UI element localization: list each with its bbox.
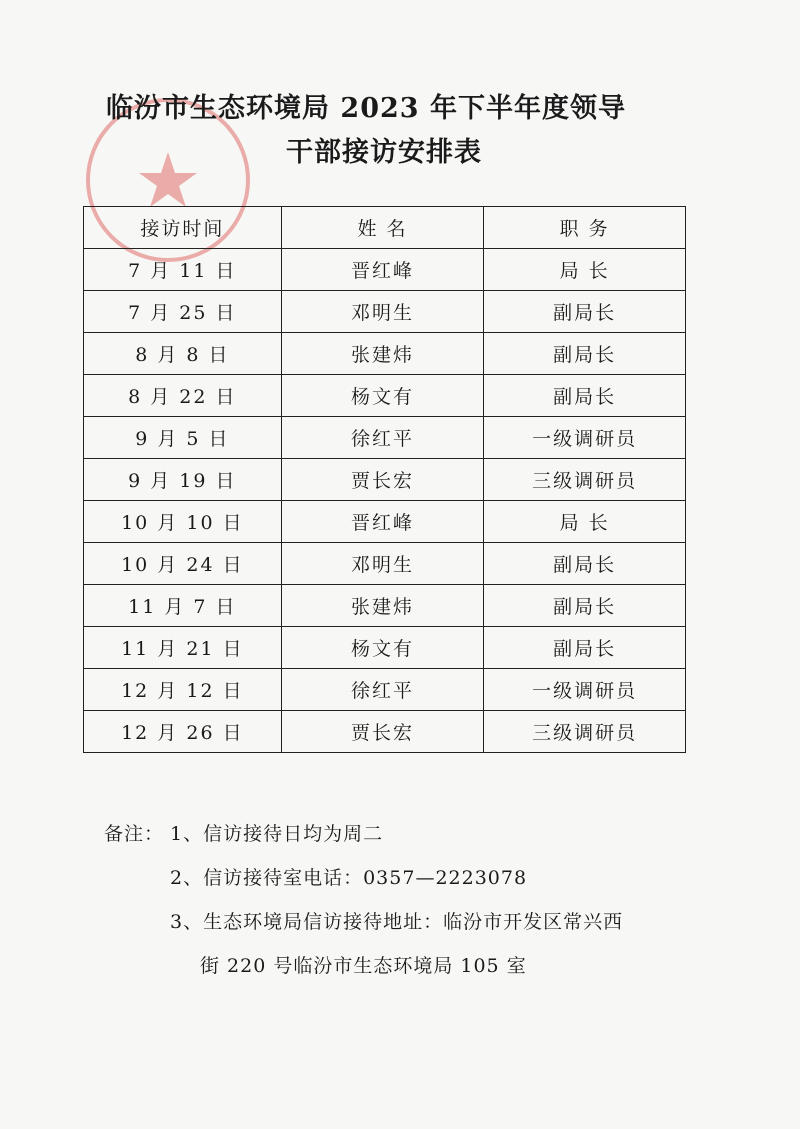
cell-position: 副局长 — [484, 291, 686, 333]
notes-section — [104, 812, 623, 988]
cell-position: 副局长 — [484, 333, 686, 375]
table-row — [84, 543, 686, 585]
cell-name: 邓明生 — [281, 543, 484, 585]
table-header-row — [84, 207, 686, 249]
note-text: 街 220 号临汾市生态环境局 105 室 — [200, 955, 527, 977]
note-item-3 — [104, 900, 623, 944]
cell-date: 7 月 25 日 — [84, 291, 282, 333]
table-row — [84, 291, 686, 333]
cell-date: 9 月 5 日 — [84, 417, 282, 459]
header-reception-date: 接访时间 — [84, 207, 282, 249]
cell-name: 贾长宏 — [281, 459, 484, 501]
table-row — [84, 249, 686, 291]
document-title-line-2: 干部接访安排表 — [286, 137, 482, 168]
cell-position: 局 长 — [484, 249, 686, 291]
table-row — [84, 711, 686, 753]
cell-name: 张建炜 — [281, 585, 484, 627]
cell-name: 张建炜 — [281, 333, 484, 375]
cell-position: 副局长 — [484, 585, 686, 627]
note-text: 1、信访接待日均为周二 — [170, 823, 384, 845]
table-row — [84, 627, 686, 669]
header-position: 职 务 — [484, 207, 686, 249]
table-row — [84, 459, 686, 501]
cell-position: 一级调研员 — [484, 417, 686, 459]
cell-position: 三级调研员 — [484, 459, 686, 501]
cell-date: 12 月 12 日 — [84, 669, 282, 711]
cell-position: 三级调研员 — [484, 711, 686, 753]
cell-name: 贾长宏 — [281, 711, 484, 753]
table-row — [84, 375, 686, 417]
table-row — [84, 669, 686, 711]
cell-date: 8 月 8 日 — [84, 333, 282, 375]
document-title-line-1: 临汾市生态环境局 2023 年下半年度领导 — [106, 93, 626, 124]
note-item-3-continued — [104, 944, 623, 988]
note-item-1 — [104, 812, 623, 856]
table-row — [84, 333, 686, 375]
cell-position: 副局长 — [484, 543, 686, 585]
cell-position: 一级调研员 — [484, 669, 686, 711]
cell-position: 局 长 — [484, 501, 686, 543]
cell-name: 杨文有 — [281, 627, 484, 669]
table-row — [84, 417, 686, 459]
cell-name: 杨文有 — [281, 375, 484, 417]
cell-name: 晋红峰 — [281, 501, 484, 543]
cell-position: 副局长 — [484, 627, 686, 669]
cell-date: 10 月 24 日 — [84, 543, 282, 585]
note-text: 3、生态环境局信访接待地址：临汾市开发区常兴西 — [170, 911, 624, 933]
notes-label: 备注： — [104, 823, 165, 845]
cell-date: 7 月 11 日 — [84, 249, 282, 291]
note-text: 2、信访接待室电话：0357—2223078 — [170, 867, 528, 889]
cell-name: 徐红平 — [281, 669, 484, 711]
cell-position: 副局长 — [484, 375, 686, 417]
cell-name: 晋红峰 — [281, 249, 484, 291]
cell-date: 11 月 7 日 — [84, 585, 282, 627]
cell-date: 9 月 19 日 — [84, 459, 282, 501]
table-row — [84, 585, 686, 627]
reception-schedule-table — [83, 206, 686, 753]
cell-name: 徐红平 — [281, 417, 484, 459]
note-item-2 — [104, 856, 623, 900]
cell-date: 8 月 22 日 — [84, 375, 282, 417]
cell-date: 10 月 10 日 — [84, 501, 282, 543]
header-name: 姓 名 — [281, 207, 484, 249]
cell-date: 11 月 21 日 — [84, 627, 282, 669]
cell-name: 邓明生 — [281, 291, 484, 333]
table-row — [84, 501, 686, 543]
cell-date: 12 月 26 日 — [84, 711, 282, 753]
